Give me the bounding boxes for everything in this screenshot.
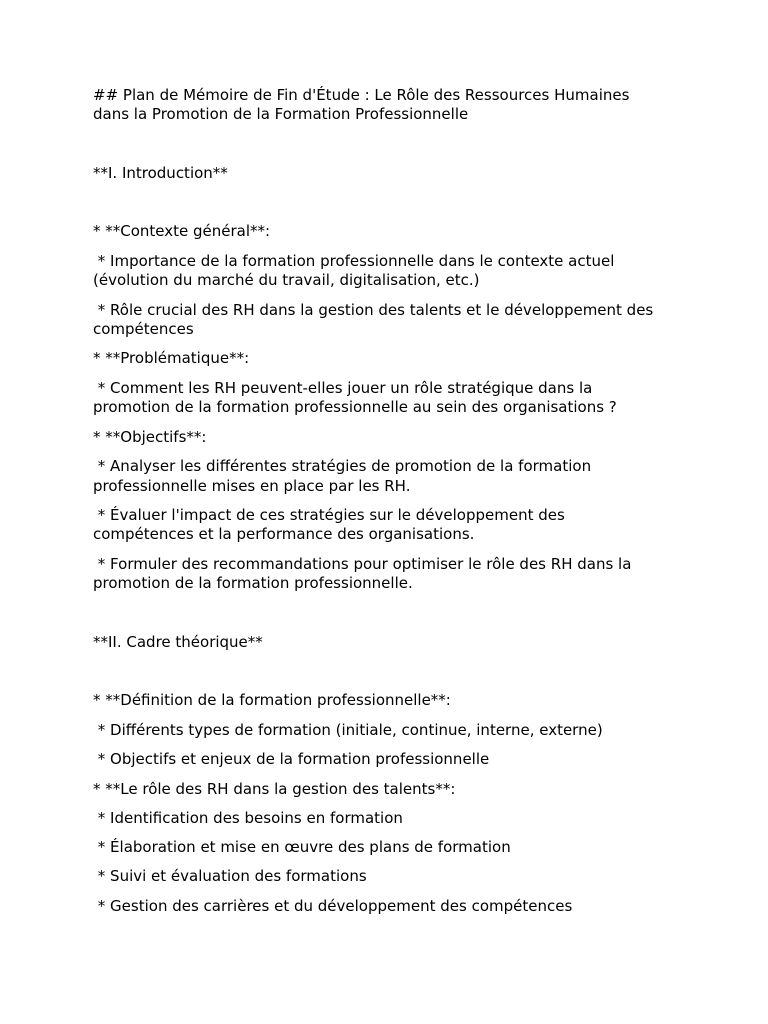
- objectifs-item-1-line-1: * Analyser les différentes stratégies de promotion de la formation: [93, 457, 592, 475]
- role-item-4: * Gestion des carrières et du développement des compétences: [93, 897, 573, 915]
- objectifs-item-2-line-1: * Évaluer l'impact de ces stratégies sur le développement des: [93, 506, 565, 524]
- document-title-line-2: dans la Promotion de la Formation Professionnelle: [93, 105, 469, 123]
- contexte-item-1-line-1: * Importance de la formation professionnelle dans le contexte actuel: [93, 252, 615, 270]
- contexte-item-2-line-1: * Rôle crucial des RH dans la gestion des talents et le développement des: [93, 301, 654, 319]
- section-heading-cadre-theorique: **II. Cadre théorique**: [93, 633, 263, 651]
- contexte-item-2-line-2: compétences: [93, 320, 194, 338]
- definition-item-2: * Objectifs et enjeux de la formation professionnelle: [93, 750, 490, 768]
- problematique-item-1-line-2: promotion de la formation professionnelle au sein des organisations ?: [93, 398, 617, 416]
- definition-item-1: * Différents types de formation (initiale, continue, interne, externe): [93, 721, 603, 739]
- document-title-line-1: ## Plan de Mémoire de Fin d'Étude : Le Rôle des Ressources Humaines: [93, 86, 630, 104]
- subheading-definition: * **Définition de la formation professionnelle**:: [93, 691, 451, 709]
- subheading-objectifs: * **Objectifs**:: [93, 428, 207, 446]
- objectifs-item-2-line-2: compétences et la performance des organisations.: [93, 525, 475, 543]
- objectifs-item-3-line-2: promotion de la formation professionnelle.: [93, 574, 413, 592]
- role-item-3: * Suivi et évaluation des formations: [93, 867, 367, 885]
- role-item-1: * Identification des besoins en formation: [93, 809, 403, 827]
- objectifs-item-3-line-1: * Formuler des recommandations pour optimiser le rôle des RH dans la: [93, 555, 632, 573]
- subheading-problematique: * **Problématique**:: [93, 349, 250, 367]
- subheading-role-rh: * **Le rôle des RH dans la gestion des talents**:: [93, 780, 456, 798]
- subheading-contexte: * **Contexte général**:: [93, 222, 271, 240]
- objectifs-item-1-line-2: professionnelle mises en place par les RH.: [93, 477, 411, 495]
- role-item-2: * Élaboration et mise en œuvre des plans de formation: [93, 838, 511, 856]
- section-heading-introduction: **I. Introduction**: [93, 164, 228, 182]
- problematique-item-1-line-1: * Comment les RH peuvent-elles jouer un rôle stratégique dans la: [93, 379, 593, 397]
- contexte-item-1-line-2: (évolution du marché du travail, digitalisation, etc.): [93, 271, 480, 289]
